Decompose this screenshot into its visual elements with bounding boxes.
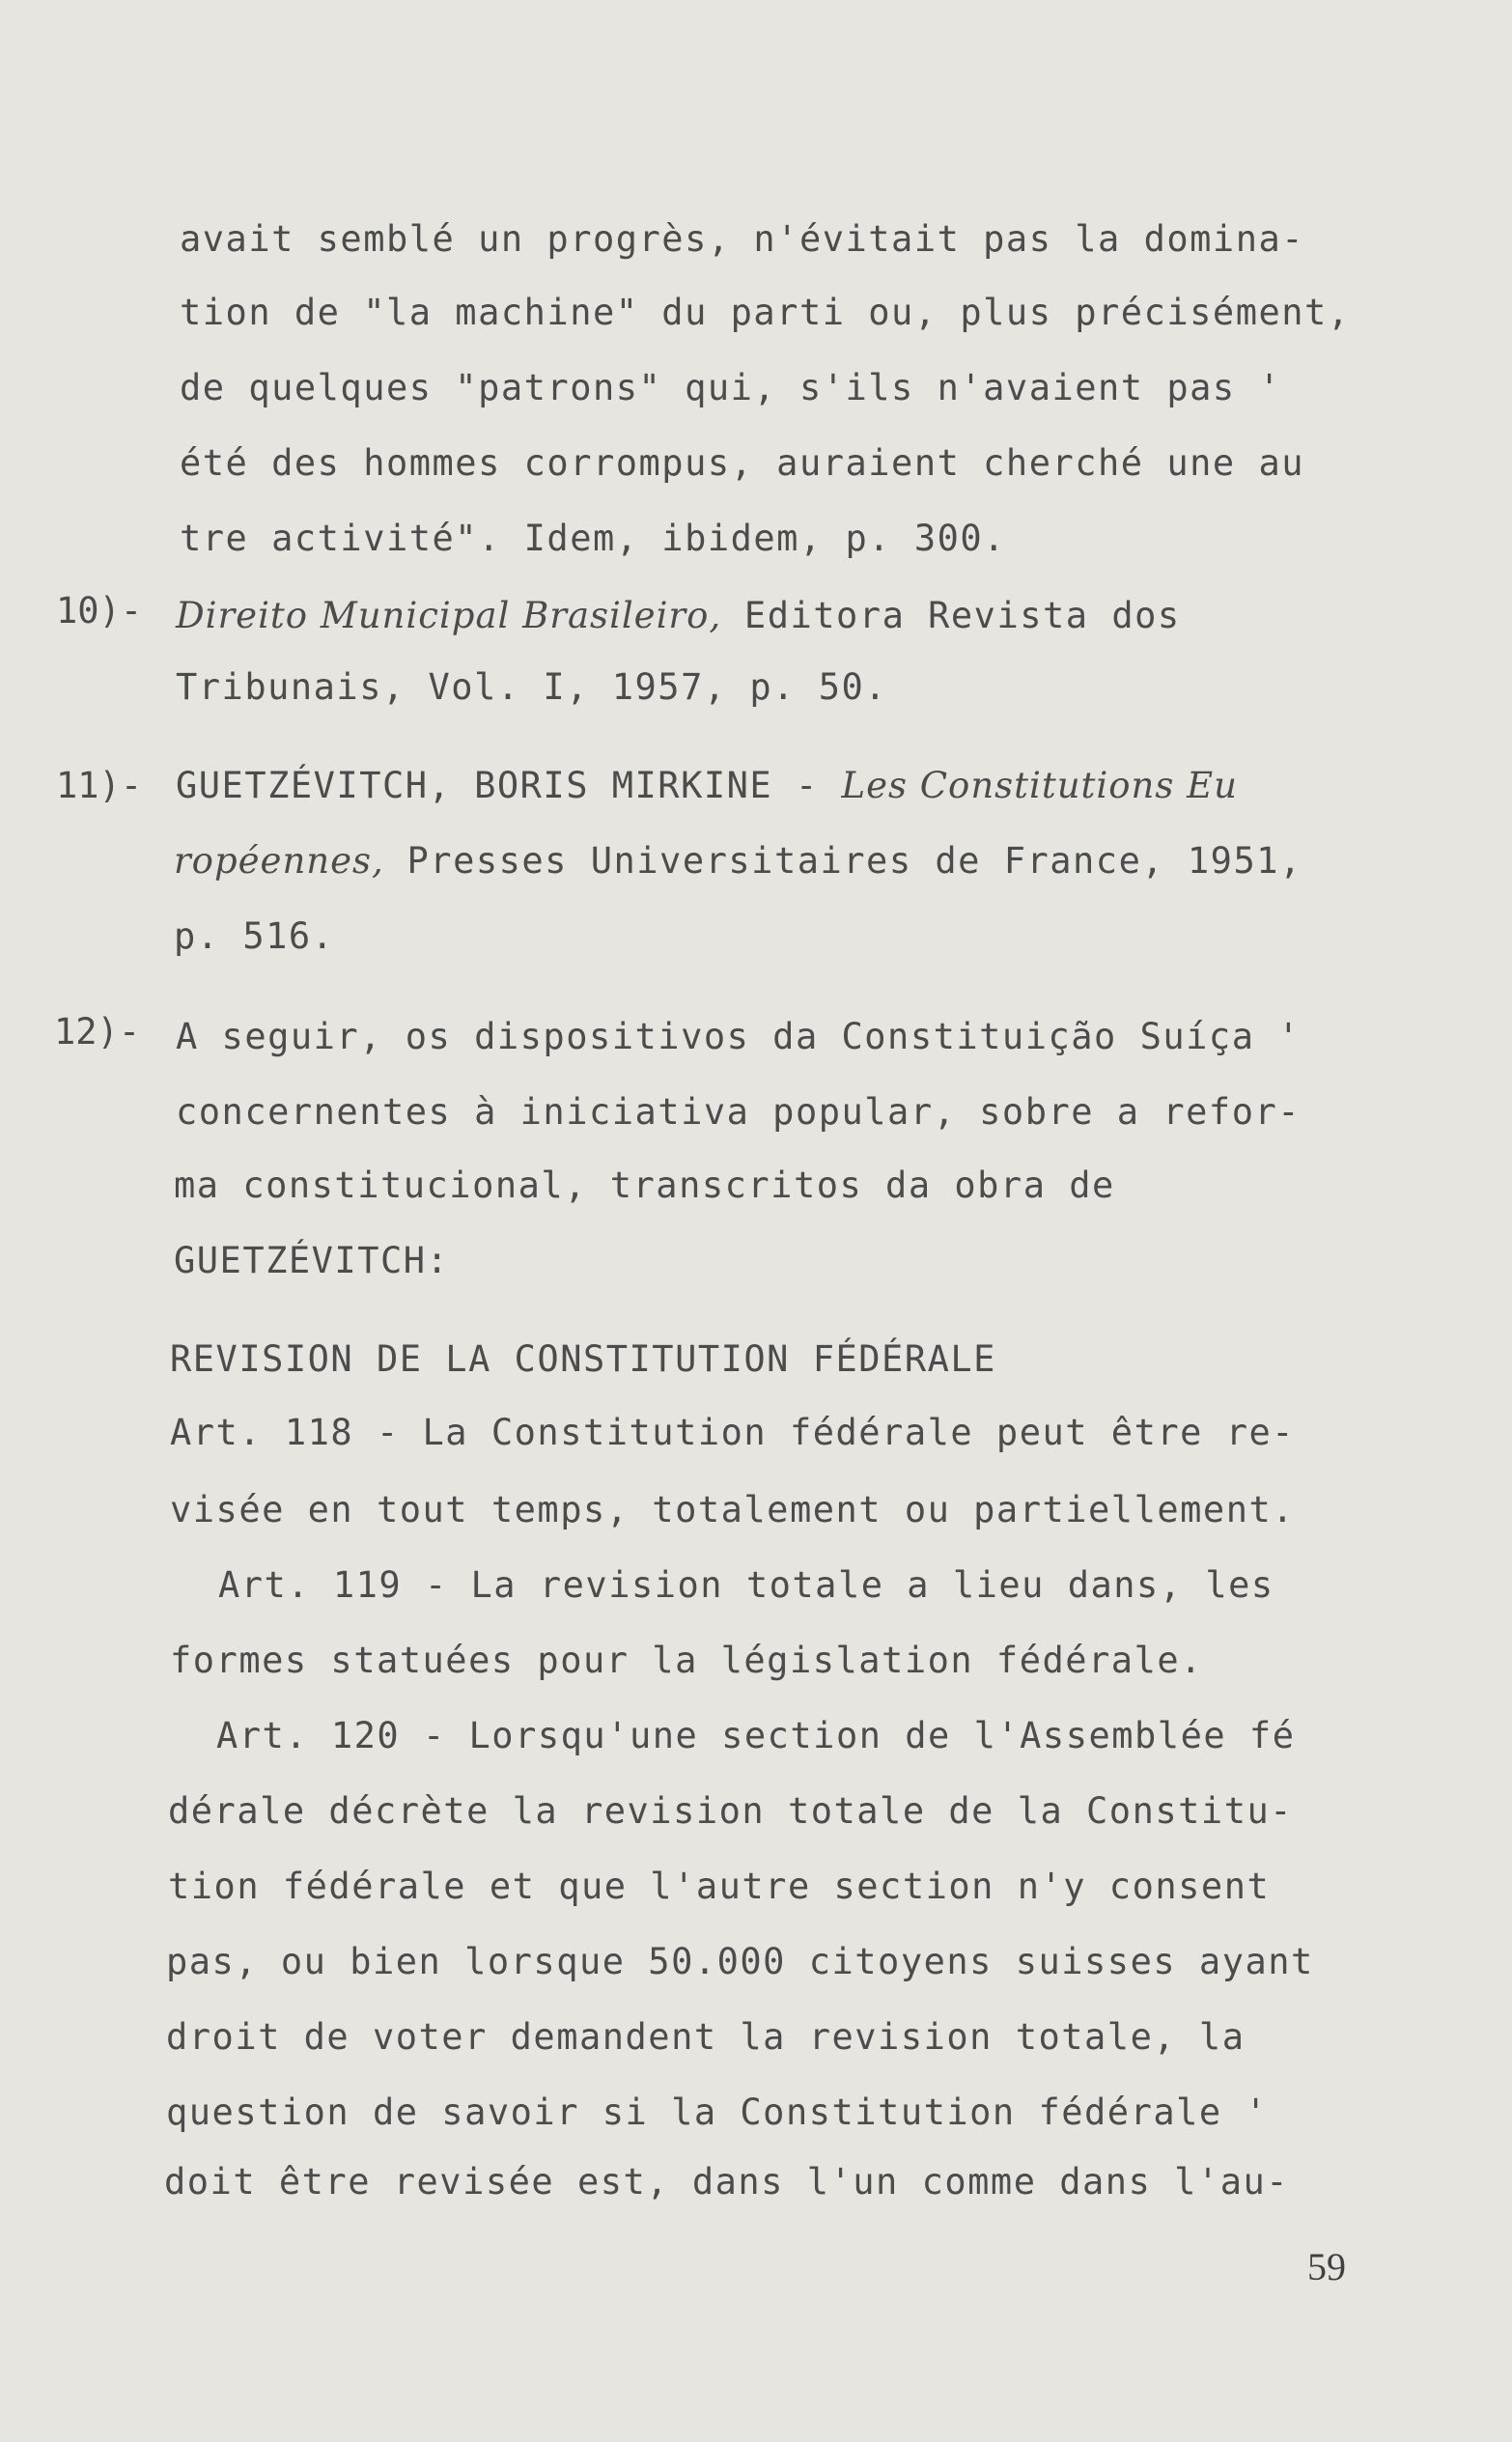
note11-book-title-part2: ropéennes, [174,840,384,882]
quote-line-9: droit de voter demandent la revision totale, la [166,2016,1246,2058]
note11-line-2 [174,838,1302,884]
note9-line-3: de quelques "patrons" qui, s'ils n'avaient pas ' [180,367,1282,408]
quote-line-4: formes statuées pour la législation fédérale. [170,1640,1203,1681]
quote-heading: REVISION DE LA CONSTITUTION FÉDÉRALE [170,1338,996,1380]
page-number: 59 [1307,2245,1346,2288]
note10-line-1 [176,593,1181,639]
note12-number: 12)- [54,1011,141,1053]
note11-number: 11)- [56,765,143,806]
note10-line-2: Tribunais, Vol. I, 1957, p. 50. [176,666,888,708]
note9-line-5: tre activité". Idem, ibidem, p. 300. [180,518,1006,559]
note10-book-title: Direito Municipal Brasileiro, [176,595,722,636]
quote-line-6: dérale décrète la revision totale de la Constitu- [168,1790,1294,1832]
quote-line-1: Art. 118 - La Constitution fédérale peut être re- [170,1412,1296,1453]
quote-line-7: tion fédérale et que l'autre section n'y consent [168,1866,1271,1907]
note12-line-2: concernentes à iniciativa popular, sobre a refor- [176,1091,1302,1133]
note10-publisher: Editora Revista dos [721,595,1181,636]
note9-line-2: tion de "la machine" du parti ou, plus précisément, [180,292,1351,333]
note12-line-1: A seguir, os dispositivos da Constituição Suíça ' [176,1016,1302,1057]
note11-line-3: p. 516. [174,915,335,957]
note11-line-1 [176,763,1238,809]
note11-author: GUETZÉVITCH, BORIS MIRKINE - [176,765,842,806]
note10-number: 10)- [56,590,143,632]
note9-line-1: avait semblé un progrès, n'évitait pas la domina- [180,218,1305,260]
quote-line-8: pas, ou bien lorsque 50.000 citoyens suisses ayant [166,1941,1314,1982]
note11-publisher: Presses Universitaires de France, 1951, [383,840,1302,882]
quote-line-2: visée en tout temps, totalement ou partiellement. [170,1489,1296,1530]
quote-line-5: Art. 120 - Lorsqu'une section de l'Assemblée fé [216,1715,1296,1756]
quote-line-3: Art. 119 - La revision totale a lieu dans, les [218,1564,1274,1606]
quote-line-11: doit être revisée est, dans l'un comme dans l'au- [164,2161,1290,2203]
note12-line-4: GUETZÉVITCH: [174,1240,450,1281]
quote-line-10: question de savoir si la Constitution fédérale ' [166,2091,1269,2133]
note11-book-title-part1: Les Constitutions Eu [841,765,1238,806]
note12-line-3: ma constitucional, transcritos da obra de [174,1165,1115,1206]
note9-line-4: été des hommes corrompus, auraient cherché une au [180,442,1305,484]
